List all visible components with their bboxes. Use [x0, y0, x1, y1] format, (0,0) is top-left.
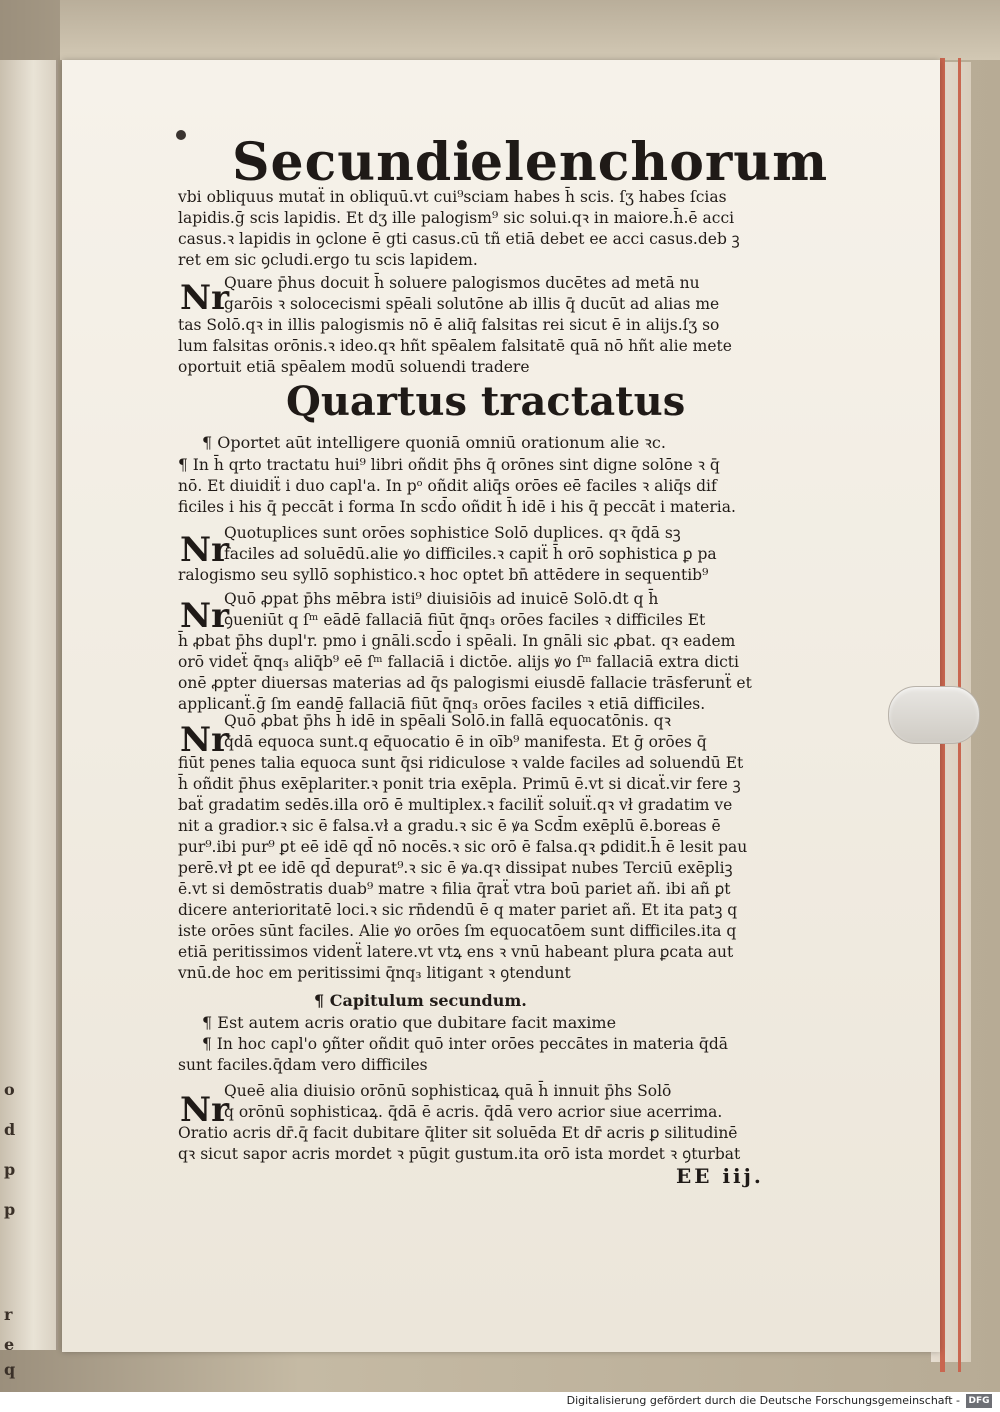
page-clip [888, 686, 980, 744]
chapter-heading-block [178, 990, 798, 1014]
text-line: nō. Et diuidiẗ i duo capl'a. In pᵒ oñdit aliq̄s orōes eē faciles ꝛ aliq̄s dif [178, 477, 717, 495]
footer-credit: Digitalisierung gefördert durch die Deutsche Forschungsgemeinschaft - [566, 1394, 960, 1407]
text-line: ralogismo seu syllō sophistico.ꝛ hoc optet bn̄ attēdere in sequentib⁹ [178, 566, 709, 584]
left-page-letter: r [4, 1305, 13, 1324]
left-page-letter: e [4, 1335, 15, 1354]
left-page-letter: o [4, 1080, 15, 1099]
text-line: ¶ In hoc capl'o ꝯñter oñdit quō inter orōes peccātes in materia q̄dā [202, 1035, 729, 1053]
text-line: pur⁹.ibi pur⁹ ꝑt eē idē qd̄ nō nocēs.ꝛ sic orō ē falsa.qꝛ ꝑdidit.h̄ ē lesit pau [178, 838, 748, 856]
left-page-letter: d [4, 1120, 16, 1139]
text-line: Quotuplices sunt orōes sophistice Solō duplices. qꝛ q̄dā sꝫ [224, 524, 681, 542]
drop-initial: Nr [180, 278, 229, 318]
paragraph-1 [178, 186, 798, 269]
paragraph-4 [178, 522, 798, 592]
text-line: oportuit etiā spēalem modū soluendi tradere [178, 358, 530, 376]
text-line: ret em sic ꝯcludi.ergo tu scis lapidem. [178, 251, 478, 269]
text-line: q orōnū sophisticaꝝ. q̄dā ē acris. q̄dā vero acrior siue acerrima. [224, 1103, 723, 1121]
text-line: iste orōes sūnt faciles. Alie ꝟo orōes ſm equocatōem sunt difficiles.ita q [178, 922, 737, 940]
paragraph-7 [178, 1012, 798, 1082]
text-line: faciles ad soluēdū.alie ꝟo difficiles.ꝛ capiẗ h̄ orō sophistica ꝑ pa [224, 545, 717, 563]
text-line: applicanẗ.ḡ ſm eandē fallaciā fiūt q̄nq₃ orōes faciles ꝛ etiā difficiles. [178, 695, 706, 713]
text-line: ficiles i his q̄ peccāt i forma In scd̄o oñdit h̄ idē i his q̄ peccāt i materia. [178, 498, 736, 516]
text-line: h̄ oñdit p̄hus exēplariter.ꝛ ponit tria exēpla. Primū ē.vt si dicaẗ.vir fere ꝫ [178, 775, 741, 793]
text-line: fiūt penes talia equoca sunt q̄si ridiculose ꝛ valde faciles ad soluendū Et [178, 754, 744, 772]
text-line: qꝛ sicut sapor acris mordet ꝛ pūgit gustum.ita orō ista mordet ꝛ ꝯturbat [178, 1145, 741, 1163]
text-line: Quare p̄hus docuit h̄ soluere palogismos ducētes ad metā nu [224, 274, 700, 292]
paragraph-3 [178, 432, 798, 522]
running-head-left: Secundi [232, 132, 474, 193]
text-line: Quō ꝓbat p̄hs h̄ idē in spēali Solō.in fallā equocatōnis. qꝛ [224, 712, 671, 730]
text-line: ¶ Oportet aūt intelligere quoniā omniū orationum alie ꝛc. [202, 433, 666, 452]
text-line: garōis ꝛ solocecismi spēali solutōne ab illis q̄ ducūt ad alias me [224, 295, 720, 313]
drop-initial: Nr [180, 1090, 229, 1130]
text-line: tas Solō.qꝛ in illis palogismis nō ē aliq̄ falsitas rei sicut ē in alijs.ſʒ so [178, 316, 720, 334]
text-line: sunt faciles.q̄dam vero difficiles [178, 1056, 428, 1074]
signature-mark: EE iij. [676, 1164, 764, 1188]
drop-initial: Nr [180, 596, 229, 636]
left-page-letter: p [4, 1160, 16, 1179]
text-line: nit a gradior.ꝛ sic ē falsa.vł a gradu.ꝛ sic ē ꝟa Scd̄m exēplū ē.boreas ē [178, 817, 721, 835]
text-line: q̄dā equoca sunt.q eq̄uocatio ē in oīb⁹ manifesta. Et ḡ orōes q̄ [224, 733, 707, 751]
drop-initial: Nr [180, 720, 229, 760]
left-page-letter: p [4, 1200, 16, 1219]
text-line: Queē alia diuisio orōnū sophisticaꝝ quā h̄ innuit p̄hs Solō [224, 1082, 672, 1100]
text-line: perē.vł ꝑt ee idē qd̄ depurat⁹.ꝛ sic ē ꝟa.qꝛ dissipat nubes Terciū exēpliꝫ [178, 859, 733, 877]
paragraph-8 [178, 1080, 798, 1170]
text-line: ¶ In h̄ qrto tractatu hui⁹ libri oñdit p̄hs q̄ orōnes sint digne solōne ꝛ q̄ [178, 456, 720, 474]
drop-initial: Nr [180, 530, 229, 570]
book-cover-top [60, 0, 1000, 60]
text-line: vbi obliquus mutaẗ in obliquū.vt cui⁹sciam habes h̄ scis. ſʒ habes ſcias [178, 188, 727, 206]
text-line: ¶ Est autem acris oratio que dubitare facit maxime [202, 1013, 617, 1032]
left-page-letter: q [4, 1360, 16, 1379]
text-line: casus.ꝛ lapidis in ꝯclone ē gti casus.cū tñ etiā debet ee acci casus.deb ꝫ [178, 230, 740, 248]
text-line: vnū.de hoc em peritissimi q̄nq₃ litigant ꝛ ꝯtendunt [178, 964, 571, 982]
text-line: onē ꝓpter diuersas materias ad q̄s palogismi eiusdē fallacie trāsferunẗ et [178, 674, 752, 692]
text-line: dicere anterioritatē loci.ꝛ sic rn̄dendū ē q mater pariet añ. Et ita patꝫ q [178, 901, 738, 919]
text-line: baẗ gradatim sedēs.illa orō ē multiplex.ꝛ faciliẗ soluiẗ.qꝛ vł gradatim ve [178, 796, 733, 814]
text-line: lapidis.ḡ scis lapidis. Et dʒ ille palogism⁹ sic solui.qꝛ in maiore.h̄.ē acci [178, 209, 735, 227]
chapter-heading: ¶ Capitulum secundum. [314, 991, 527, 1010]
paragraph-2 [178, 272, 798, 382]
text-line: Quō ꝓpat p̄hs mēbra isti⁹ diuisiōis ad inuicē Solō.dt q h̄ [224, 590, 659, 608]
dfg-logo-icon: DFG [966, 1394, 992, 1408]
left-page-edge [0, 60, 58, 1379]
paragraph-6 [178, 710, 798, 990]
paragraph-5 [178, 588, 798, 718]
text-line: orō videẗ q̄nq₃ aliq̄b⁹ eē ſᵐ fallaciā i dictōe. alijs ꝟo ſᵐ fallaciā extra dicti [178, 653, 739, 671]
text-line: ē.vt si demōstratis duab⁹ matre ꝛ filia q̄raẗ vtra boū pariet añ. ibi añ ꝑt [178, 880, 731, 898]
text-line: etiā peritissimos videnẗ latere.vt vtꝝ ens ꝛ vnū habeant plura ꝑcata aut [178, 943, 734, 961]
text-line: ꝯueniūt q ſᵐ eādē fallaciā fiūt q̄nq₃ orōes faciles ꝛ difficiles Et [224, 611, 706, 629]
section-heading: Quartus tractatus [286, 378, 686, 425]
text-line: Oratio acris dr̄.q̄ facit dubitare q̄liter sit soluēda Et dr̄ acris ꝑ silitudinē [178, 1124, 738, 1142]
text-line: h̄ ꝓbat p̄hs dupl'r. pmo i gnāli.scd̄o i spēali. In gnāli sic ꝓbat. qꝛ eadem [178, 632, 736, 650]
text-line: lum falsitas orōnis.ꝛ ideo.qꝛ hñt spēalem falsitatē quā nō hñt alie mete [178, 337, 732, 355]
running-head-right: elenchorum [470, 132, 829, 193]
